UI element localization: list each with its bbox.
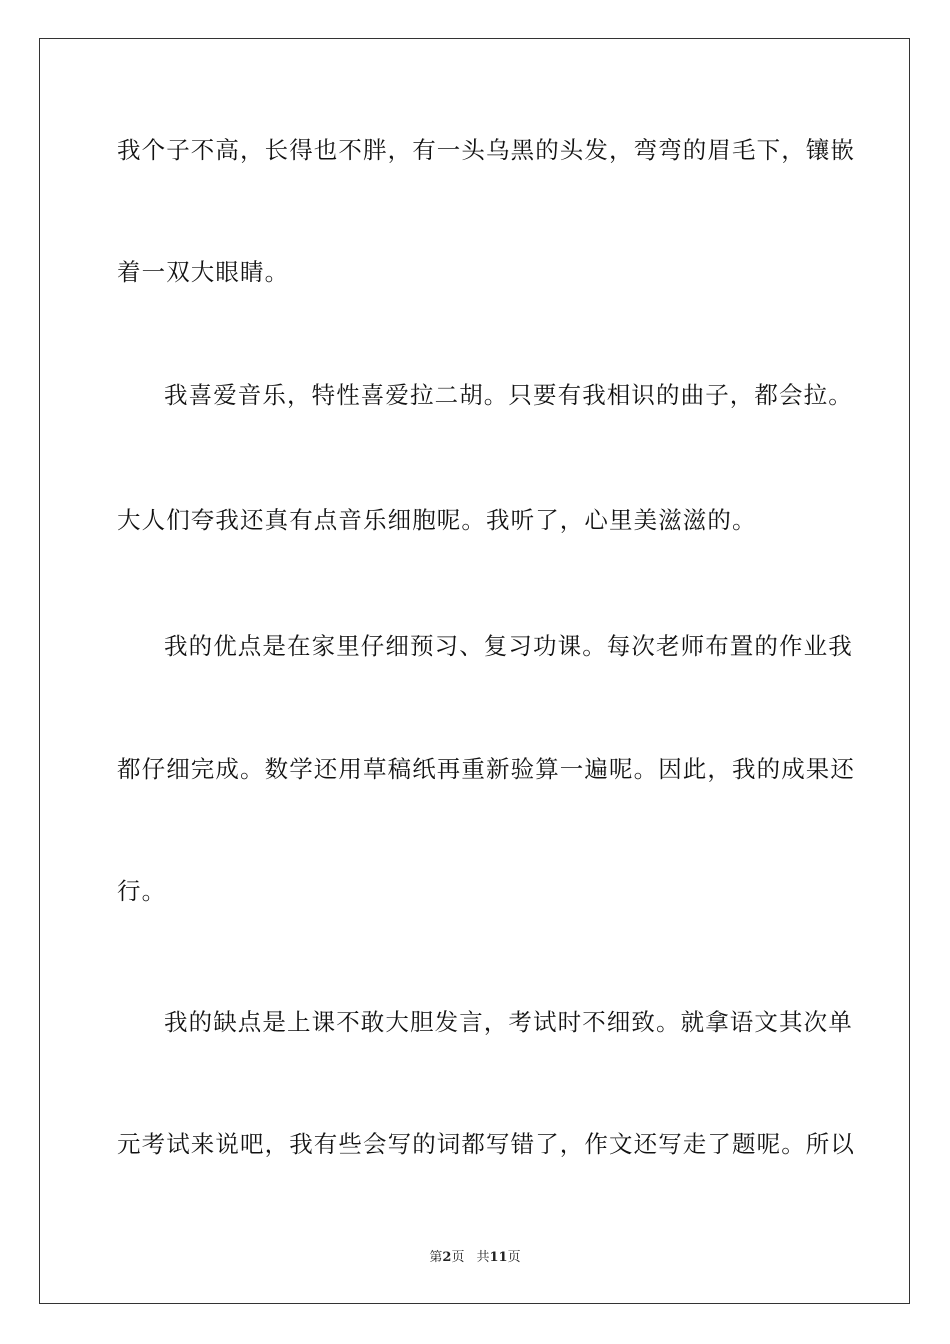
total-suffix: 页 bbox=[507, 1250, 521, 1265]
page-border bbox=[39, 38, 910, 1304]
text-line: 都仔细完成。数学还用草稿纸再重新验算一遍呢。因此，我的成果还 bbox=[117, 755, 855, 783]
text-line: 我个子不高，长得也不胖，有一头乌黑的头发，弯弯的眉毛下，镶嵌 bbox=[117, 136, 855, 164]
total-pages: 11 bbox=[489, 1250, 508, 1265]
text-line: 元考试来说吧，我有些会写的词都写错了，作文还写走了题呢。所以 bbox=[117, 1130, 855, 1158]
text-line: 行。 bbox=[117, 877, 167, 905]
page-footer bbox=[0, 1246, 950, 1265]
text-line: 我的优点是在家里仔细预习、复习功课。每次老师布置的作业我 bbox=[164, 632, 853, 660]
page-prefix: 第 bbox=[429, 1250, 443, 1265]
text-line: 大人们夸我还真有点音乐细胞呢。我听了，心里美滋滋的。 bbox=[117, 506, 757, 534]
text-line: 我喜爱音乐，特性喜爱拉二胡。只要有我相识的曲子，都会拉。 bbox=[164, 381, 853, 409]
page-suffix: 页 bbox=[451, 1250, 465, 1265]
text-line: 我的缺点是上课不敢大胆发言，考试时不细致。就拿语文其次单 bbox=[164, 1008, 853, 1036]
page-number: 2 bbox=[442, 1250, 452, 1265]
total-prefix: 共 bbox=[476, 1250, 490, 1265]
text-line: 着一双大眼睛。 bbox=[117, 258, 290, 286]
